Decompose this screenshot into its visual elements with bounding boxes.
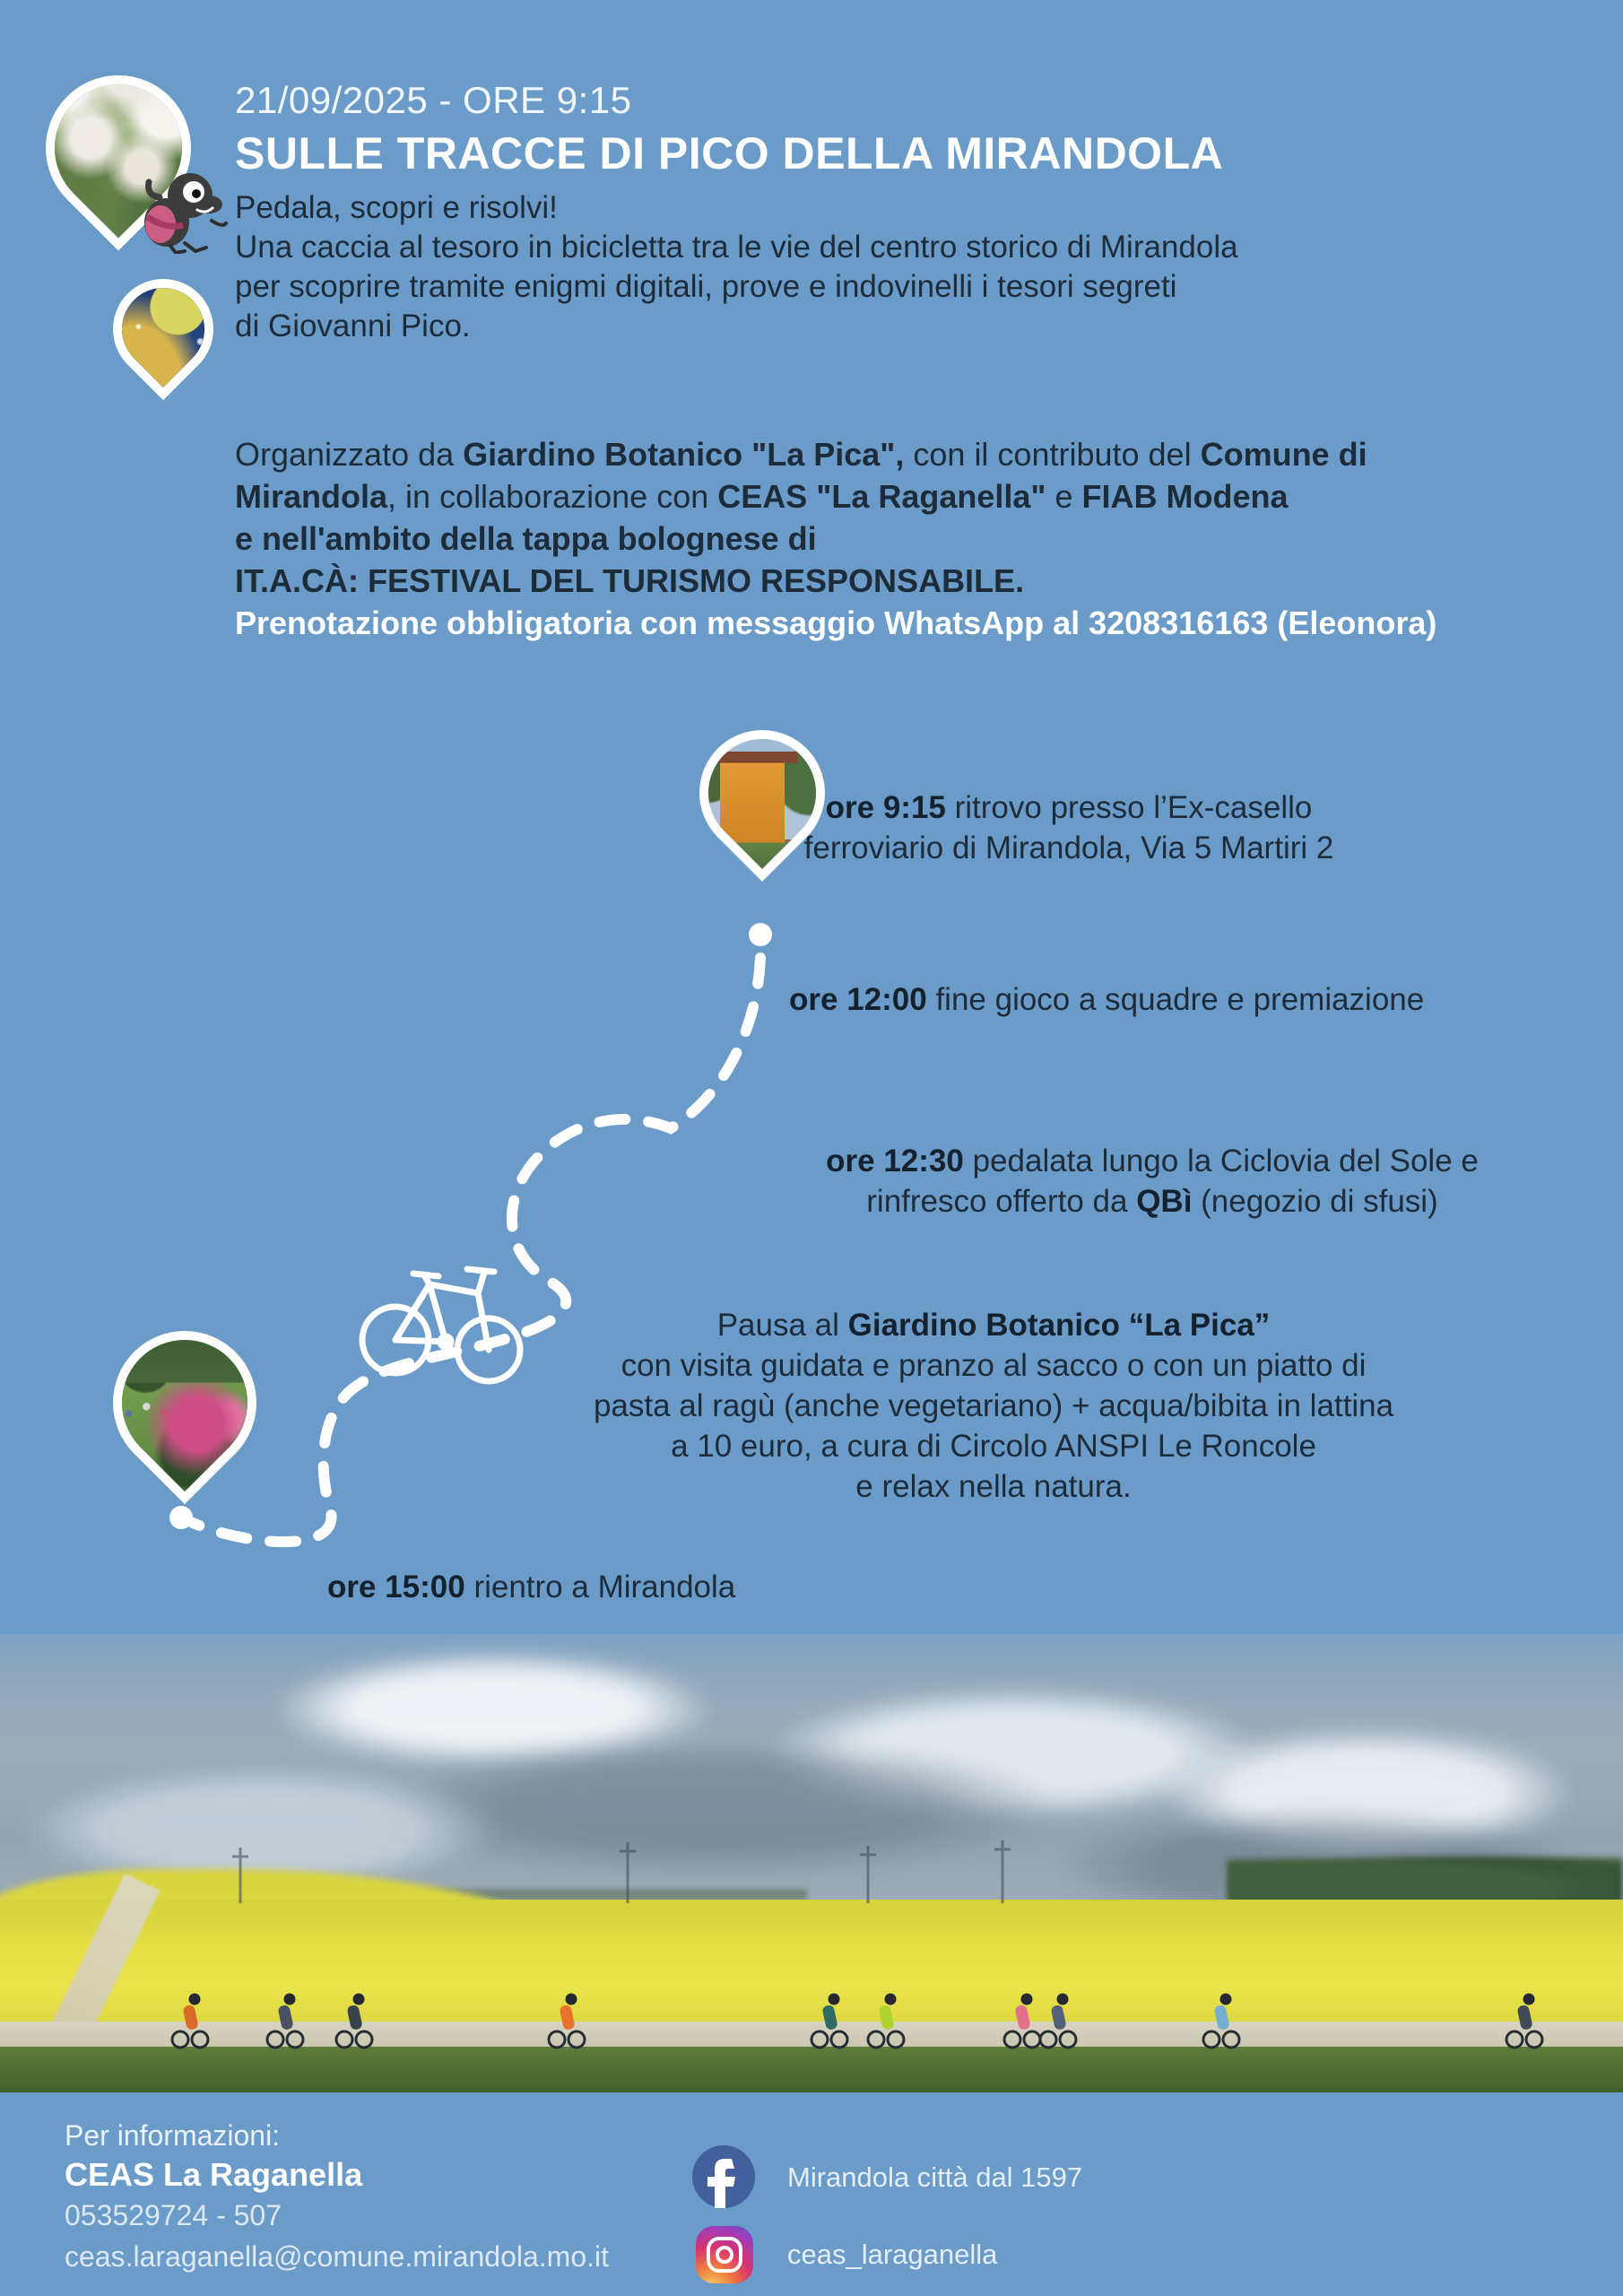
schedule-item-1500: ore 15:00 rientro a Mirandola: [327, 1570, 736, 1605]
organizers-line: Organizzato da Giardino Botanico "La Pica", con il contributo del Comune di: [235, 436, 1367, 473]
schedule-item-1230: ore 12:30 pedalata lungo la Ciclovia del Sole e rinfresco offerto da QBì (negozio di sfusi): [826, 1144, 1479, 1219]
cyclists-landscape-photo: [0, 1634, 1623, 2092]
footer-email[interactable]: ceas.laraganella@comune.mirandola.mo.it: [65, 2240, 610, 2273]
booking-line: Prenotazione obbligatoria con messaggio WhatsApp al 3208316163 (Eleonora): [235, 604, 1437, 641]
organizers-block: [235, 433, 1436, 644]
schedule-item-915: ore 9:15 ritrovo presso l’Ex-casello ferroviario di Mirandola, Via 5 Martiri 2: [803, 790, 1334, 865]
intro-line: Pedala, scopri e risolvi!: [235, 190, 558, 225]
frog-mascot-icon: [133, 169, 240, 254]
organizers-line: e nell'ambito della tappa bolognese di: [235, 520, 817, 557]
footer-org-name: CEAS La Raganella: [65, 2156, 363, 2193]
garden-photo-pin: [83, 1301, 286, 1504]
bicycle-icon: [352, 1248, 536, 1387]
route-start-dot: [749, 923, 772, 946]
night-illustration-pin: [92, 258, 234, 400]
organizers-line: Mirandola, in collaborazione con CEAS "La Raganella" e FIAB Modena: [235, 478, 1289, 515]
event-intro: [235, 188, 1238, 346]
festival-line: IT.A.CÀ: FESTIVAL DEL TURISMO RESPONSABILE.: [235, 562, 1025, 599]
intro-line: Una caccia al tesoro in bicicletta tra le vie del centro storico di Mirandola: [235, 230, 1238, 265]
route-end-dot: [169, 1506, 193, 1529]
facebook-icon[interactable]: [692, 2145, 755, 2208]
night-illustration: [105, 271, 221, 387]
instagram-handle[interactable]: ceas_laraganella: [787, 2239, 998, 2270]
instagram-icon[interactable]: [696, 2226, 753, 2283]
event-date: 21/09/2025 - ORE 9:15: [235, 79, 632, 121]
footer-info-label: Per informazioni:: [65, 2119, 281, 2152]
event-title: SULLE TRACCE DI PICO DELLA MIRANDOLA: [235, 128, 1224, 178]
garden-photo: [96, 1314, 273, 1492]
intro-line: di Giovanni Pico.: [235, 309, 471, 344]
schedule-item-1200: ore 12:00 fine gioco a squadre e premiazione: [789, 982, 1425, 1017]
photo-cyclists: [0, 1634, 1623, 2092]
schedule-item-pausa: Pausa al Giardino Botanico “La Pica” con visita guidata e pranzo al sacco o con un piatto di pasta al ragù (anche vegetariano) + acqua/bibita in lattina a 10 euro, a cura di Circolo ANSPI Le Roncole e relax nella natura.: [593, 1308, 1394, 1504]
footer-phone: 053529724 - 507: [65, 2199, 282, 2231]
intro-line: per scoprire tramite enigmi digitali, prove e indovinelli i tesori segreti: [235, 269, 1177, 304]
facebook-page-name[interactable]: Mirandola città dal 1597: [787, 2161, 1083, 2193]
